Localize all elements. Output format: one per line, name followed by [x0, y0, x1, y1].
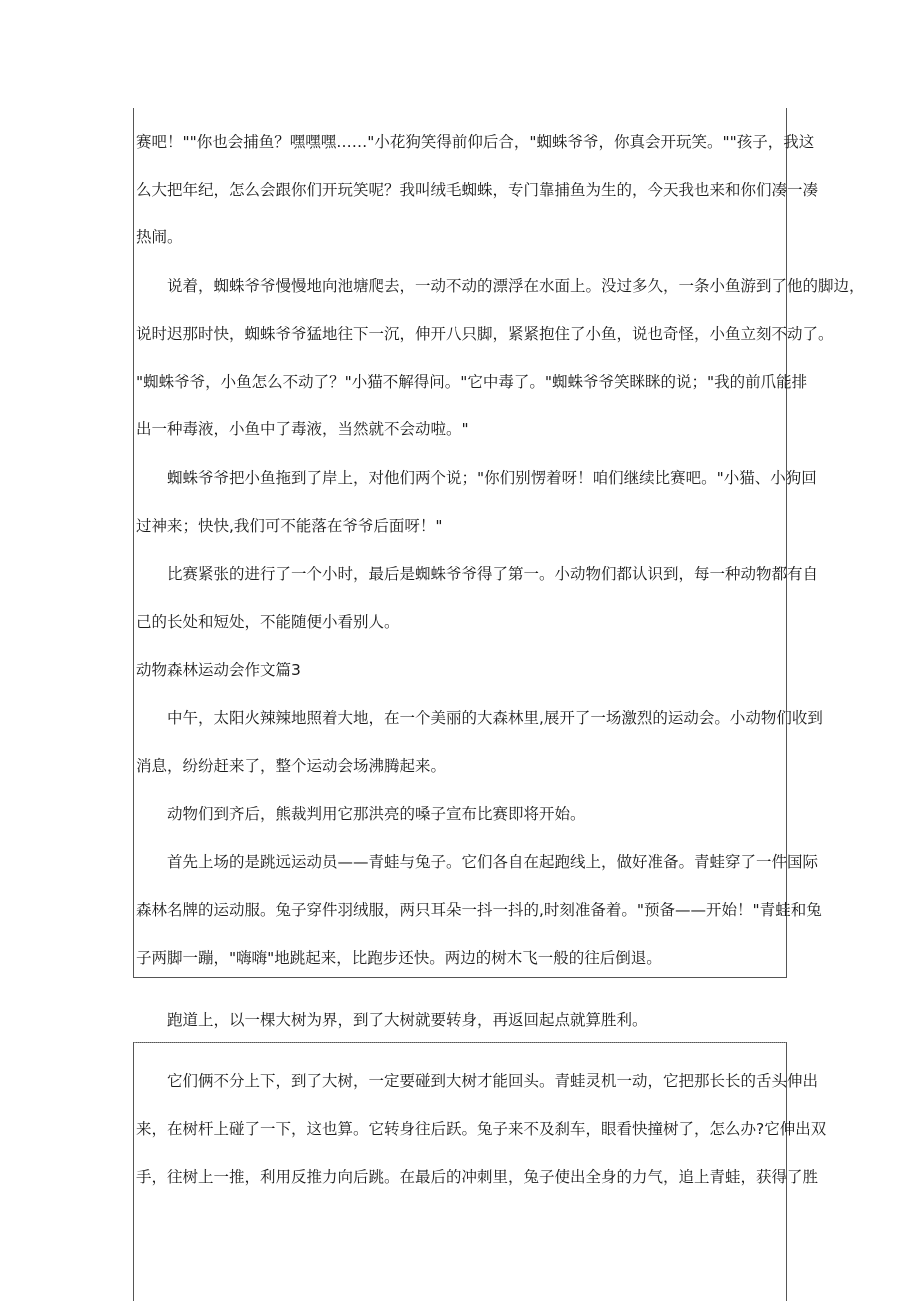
paragraph-line: 说时迟那时快，蜘蛛爷爷猛地往下一沉，伸开八只脚，紧紧抱住了小鱼，说也奇怪，小鱼立刻不动了。 [136, 325, 834, 343]
paragraph-line: 首先上场的是跳远运动员——青蛙与兔子。它们各自在起跑线上，做好准备。青蛙穿了一件国际 [136, 853, 819, 871]
paragraph-line: 动物们到齐后，熊裁判用它那洪亮的嗓子宣布比赛即将开始。 [136, 805, 586, 823]
paragraph-line: 它们俩不分上下，到了大树，一定要碰到大树才能回头。青蛙灵机一动，它把那长长的舌头伸出 [136, 1072, 819, 1090]
paragraph-line-outside: 跑道上，以一棵大树为界，到了大树就要转身，再返回起点就算胜利。 [136, 1011, 648, 1029]
paragraph-line: 比赛紧张的进行了一个小时，最后是蜘蛛爷爷得了第一。小动物们都认识到，每一种动物都有自 [136, 565, 819, 583]
paragraph-line: 蜘蛛爷爷把小鱼拖到了岸上，对他们两个说；"你们别愣着呀！咱们继续比赛吧。"小猫、小狗回 [136, 469, 817, 487]
section-heading: 动物森林运动会作文篇3 [136, 661, 301, 679]
paragraph-line: 消息，纷纷赶来了，整个运动会场沸腾起来。 [136, 757, 447, 775]
frame-divider [134, 1042, 786, 1043]
paragraph-line: 森林名牌的运动服。兔子穿件羽绒服，两只耳朵一抖一抖的,时刻准备着。"预备——开始！"青蛙和兔 [136, 901, 822, 919]
paragraph-line: "蜘蛛爷爷，小鱼怎么不动了？"小猫不解得问。"它中毒了。"蜘蛛爷爷笑眯眯的说；"我的前爪能排 [136, 373, 808, 391]
paragraph-line: 手，往树上一推，利用反推力向后跳。在最后的冲刺里，兔子使出全身的力气，追上青蛙，获得了胜 [136, 1168, 819, 1186]
paragraph-line: 赛吧！""你也会捕鱼？嘿嘿嘿……"小花狗笑得前仰后合，"蜘蛛爷爷，你真会开玩笑。""孩子，我这 [136, 133, 815, 151]
paragraph-line: 热闹。 [136, 228, 183, 246]
paragraph-line: 过神来；快快,我们可不能落在爷爷后面呀！" [136, 517, 443, 535]
paragraph-line: 子两脚一蹦，"嗨嗨"地跳起来，比跑步还快。两边的树木飞一般的往后倒退。 [136, 949, 662, 967]
paragraph-line: 么大把年纪，怎么会跟你们开玩笑呢？我叫绒毛蜘蛛，专门靠捕鱼为生的，今天我也来和你们凑一凑 [136, 181, 819, 199]
paragraph-line: 来，在树杆上碰了一下，这也算。它转身往后跃。兔子来不及刹车，眼看快撞树了，怎么办?它伸出双 [136, 1120, 827, 1138]
paragraph-line: 说着，蜘蛛爷爷慢慢地向池塘爬去，一动不动的漂浮在水面上。没过多久，一条小鱼游到了他的脚边， [136, 277, 865, 295]
paragraph-line: 己的长处和短处，不能随便小看别人。 [136, 613, 400, 631]
paragraph-line: 中午，太阳火辣辣地照着大地，在一个美丽的大森林里,展开了一场激烈的运动会。小动物们收到 [136, 709, 823, 727]
paragraph-line: 出一种毒液，小鱼中了毒液，当然就不会动啦。" [136, 420, 469, 438]
